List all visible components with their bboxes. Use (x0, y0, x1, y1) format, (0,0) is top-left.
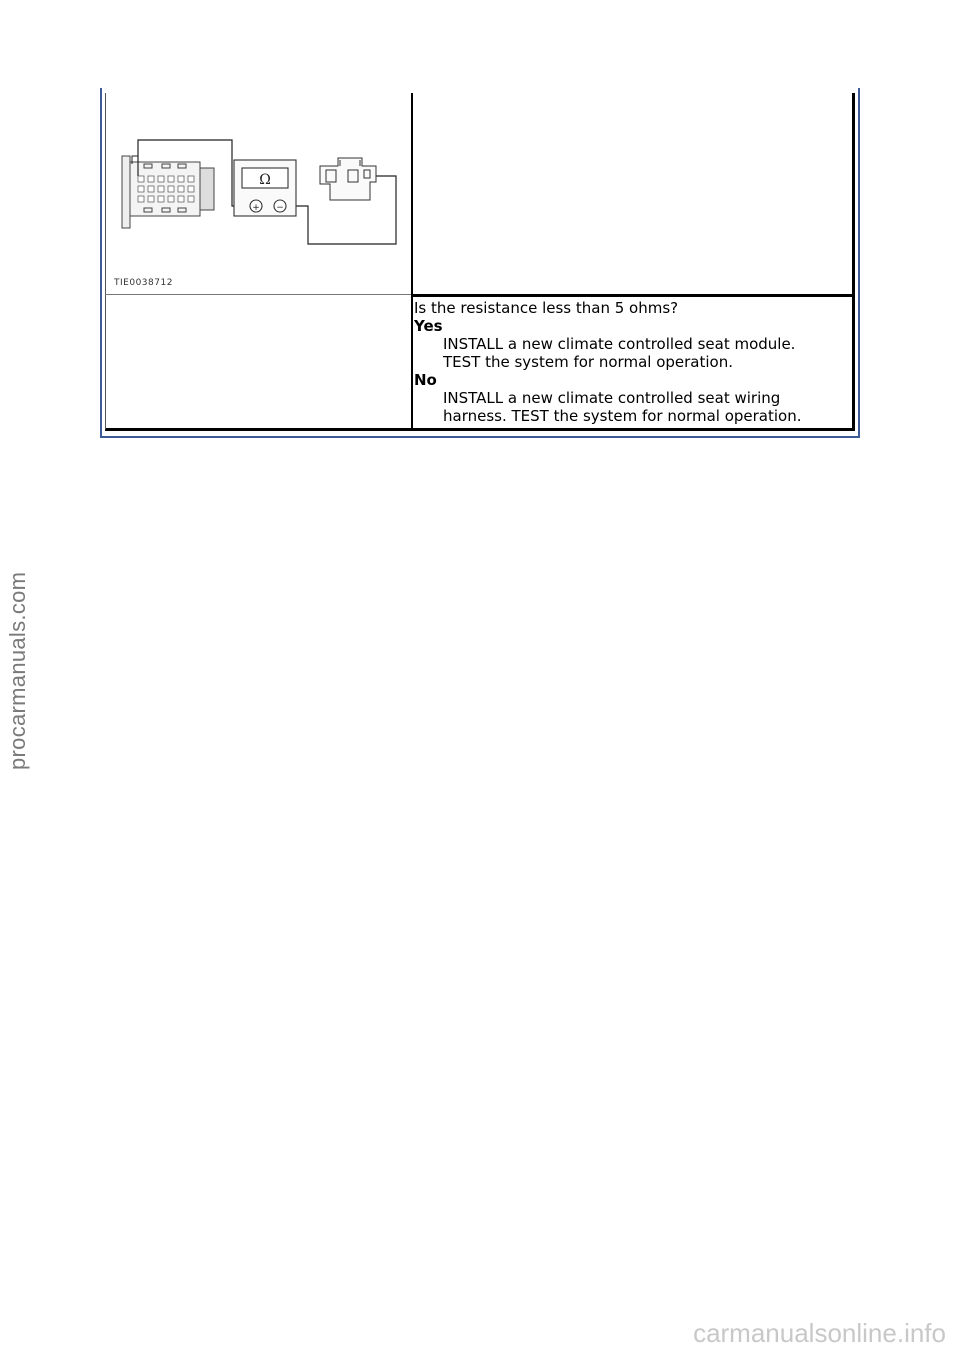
wiring-test-diagram (108, 120, 408, 292)
step-question: Is the resistance less than 5 ohms? (414, 299, 679, 317)
column-divider (411, 93, 413, 429)
step-answer-cell (414, 299, 850, 425)
yes-action-line-2: TEST the system for normal operation. (443, 353, 733, 371)
no-label: No (414, 371, 437, 389)
ohm-symbol: Ω (259, 172, 271, 188)
ohmmeter-icon (234, 160, 296, 216)
harness-connector-icon (320, 158, 376, 200)
side-watermark: procarmanuals.com (5, 571, 30, 770)
bottom-watermark: carmanualsonline.info (693, 1318, 946, 1348)
module-connector-icon (122, 156, 214, 228)
row-divider-right (411, 294, 855, 297)
yes-action-line-1: INSTALL a new climate controlled seat module. (443, 335, 796, 353)
no-action-line-2: harness. TEST the system for normal operation. (443, 407, 802, 425)
minus-symbol: − (276, 203, 284, 213)
plus-symbol: + (252, 203, 260, 213)
no-action-line-1: INSTALL a new climate controlled seat wiring (443, 389, 781, 407)
figure-id-label: TIE0038712 (114, 278, 173, 288)
yes-label: Yes (414, 317, 443, 335)
